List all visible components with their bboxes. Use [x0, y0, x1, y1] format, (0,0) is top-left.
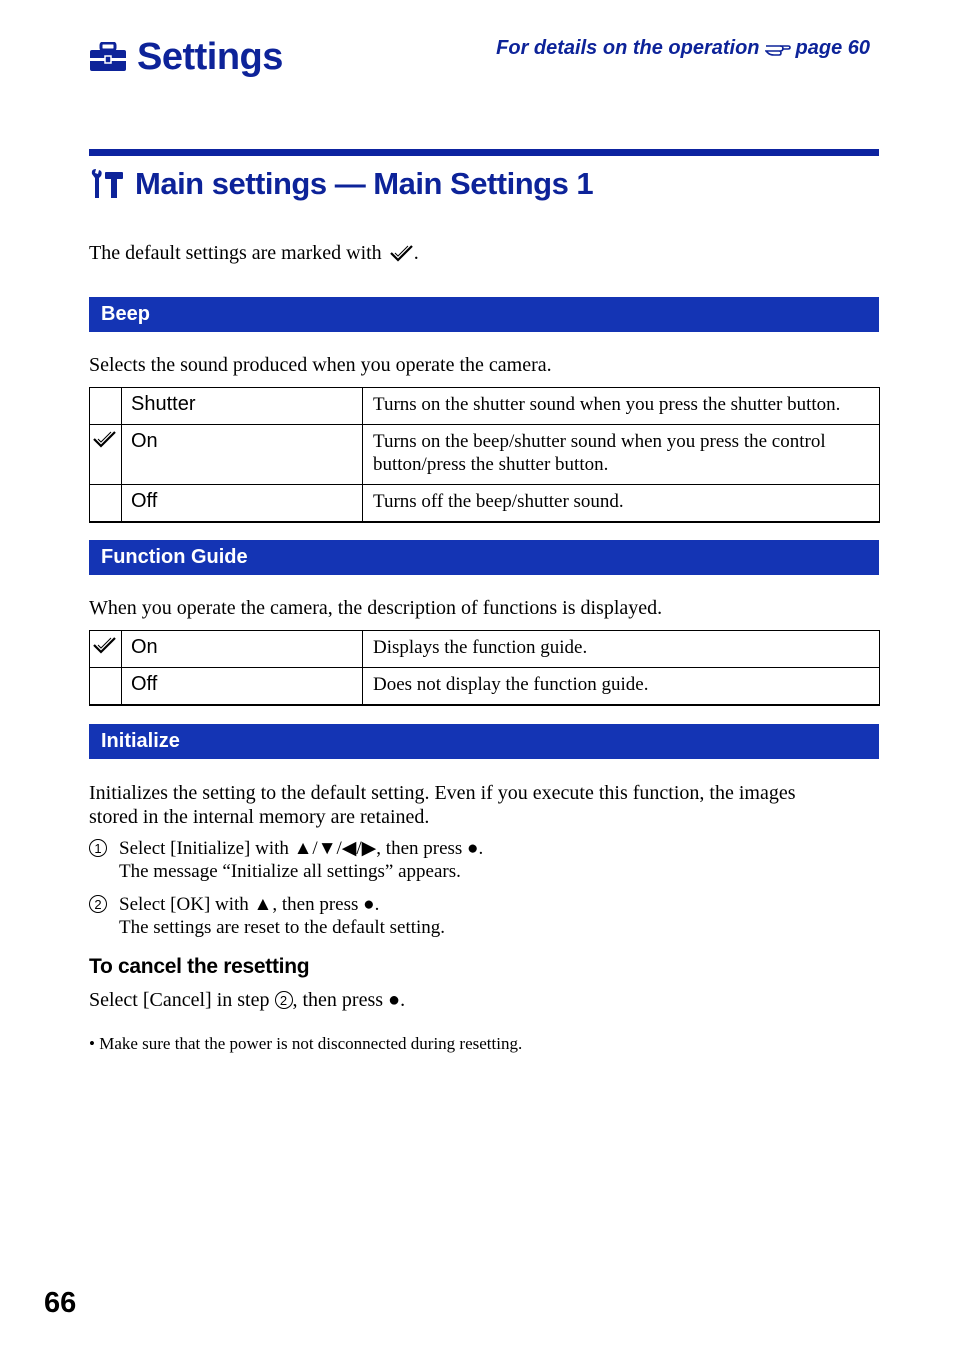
option-description: Displays the function guide. [363, 631, 880, 668]
pointing-hand-icon [765, 40, 791, 58]
option-name: Off [122, 485, 363, 523]
step-result: The message “Initialize all settings” appears. [119, 861, 461, 882]
list-item [89, 893, 445, 939]
wrench-hammer-icon [89, 168, 125, 200]
step-number: 2 [275, 991, 293, 1009]
beep-intro: Selects the sound produced when you operate the camera. [89, 354, 552, 376]
note-text: Make sure that the power is not disconnected during resetting. [99, 1034, 523, 1053]
initialize-intro: Initializes the setting to the default setting. Even if you execute this function, the images stored in the internal memory are retained. [89, 782, 796, 828]
operation-reference [496, 37, 870, 60]
table-row [90, 425, 880, 485]
beep-heading-bar: Beep [89, 297, 879, 332]
function-guide-intro: When you operate the camera, the description of functions is displayed. [89, 597, 663, 619]
table-row [90, 388, 880, 425]
list-item [89, 837, 483, 883]
default-mark-cell [90, 425, 122, 485]
checkmark-icon [390, 244, 414, 262]
function-guide-heading-bar: Function Guide [89, 540, 879, 575]
step-result: The settings are reset to the default setting. [119, 917, 446, 938]
option-description: Turns on the beep/shutter sound when you press the control button/press the shutter button. [363, 425, 880, 485]
table-row [90, 485, 880, 523]
table-row [90, 668, 880, 706]
section-header [89, 160, 593, 208]
page-title: Settings [137, 35, 283, 78]
step-instruction: Select [OK] with ▲, then press ●. [119, 894, 380, 915]
page-number: 66 [44, 1287, 77, 1319]
page-header [89, 32, 283, 82]
checkmark-icon [93, 430, 117, 448]
initialize-heading-bar: Initialize [89, 724, 879, 759]
beep-options-table [89, 387, 880, 523]
table-row [90, 631, 880, 668]
bullet: • [89, 1034, 95, 1053]
note [89, 1034, 522, 1054]
default-mark-cell [90, 485, 122, 523]
step-number: 2 [89, 895, 107, 913]
default-mark-cell [90, 668, 122, 706]
option-name: On [122, 631, 363, 668]
default-note: The default settings are marked with . [89, 242, 419, 264]
checkmark-icon [93, 636, 117, 654]
operation-reference-page[interactable]: page 60 [795, 37, 870, 59]
option-description: Does not display the function guide. [363, 668, 880, 706]
operation-reference-text: For details on the operation [496, 37, 760, 59]
section-divider [89, 149, 879, 156]
section-title: Main settings — Main Settings 1 [135, 166, 594, 201]
option-description: Turns off the beep/shutter sound. [363, 485, 880, 523]
option-description: Turns on the shutter sound when you press the shutter button. [363, 388, 880, 425]
step-number: 1 [89, 839, 107, 857]
default-mark-cell [90, 388, 122, 425]
cancel-instruction: Select [Cancel] in step 2 , then press ●. [89, 989, 406, 1011]
step-instruction: Select [Initialize] with ▲/▼/◀/▶, then press ●. [119, 838, 484, 859]
default-mark-cell [90, 631, 122, 668]
option-name: Shutter [122, 388, 363, 425]
toolbox-icon [89, 42, 127, 72]
cancel-heading: To cancel the resetting [89, 955, 310, 978]
option-name: Off [122, 668, 363, 706]
function-guide-options-table [89, 630, 880, 706]
option-name: On [122, 425, 363, 485]
